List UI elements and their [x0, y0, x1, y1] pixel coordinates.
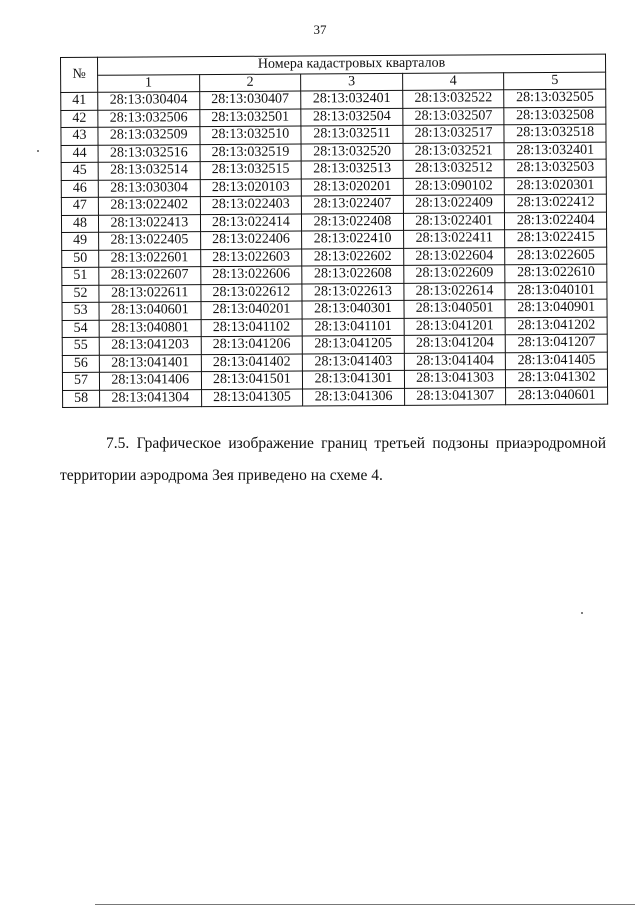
paragraph-line-1: 7.5. Графическое изображение границ третьей подзоны приаэродромной — [106, 435, 606, 452]
cadastral-quarter-cell: 28:13:020103 — [200, 179, 302, 197]
cadastral-quarter-cell: 28:13:040901 — [505, 299, 607, 317]
cadastral-quarter-cell: 28:13:022612 — [200, 284, 302, 302]
cadastral-quarter-cell: 28:13:022403 — [200, 196, 302, 214]
cadastral-quarter-cell: 28:13:030304 — [98, 179, 200, 197]
cadastral-quarter-cell: 28:13:020201 — [301, 178, 403, 196]
cadastral-quarter-cell: 28:13:032507 — [403, 107, 505, 125]
number-column-header: № — [61, 57, 98, 92]
cadastral-quarter-cell: 28:13:032401 — [504, 142, 606, 160]
cadastral-quarter-cell: 28:13:022602 — [302, 248, 404, 266]
row-number-cell: 53 — [62, 302, 99, 320]
cadastral-quarter-cell: 28:13:022607 — [99, 267, 201, 285]
row-number-cell: 57 — [62, 372, 99, 390]
cadastral-quarter-cell: 28:13:032501 — [199, 109, 301, 127]
cadastral-quarter-cell: 28:13:041302 — [506, 369, 608, 387]
cadastral-quarter-cell: 28:13:022611 — [99, 284, 201, 302]
cadastral-quarter-cell: 28:13:041403 — [303, 353, 405, 371]
cadastral-quarter-cell: 28:13:041102 — [201, 319, 303, 337]
cadastral-quarter-cell: 28:13:041201 — [404, 317, 506, 335]
cadastral-quarter-cell: 28:13:040501 — [404, 300, 506, 318]
cadastral-quarter-cell: 28:13:041402 — [201, 354, 303, 372]
table-row — [63, 387, 608, 408]
cadastral-quarter-cell: 28:13:022409 — [403, 195, 505, 213]
cadastral-quarter-cell: 28:13:030407 — [199, 91, 301, 109]
row-number-cell: 50 — [62, 250, 99, 268]
scan-edge-line — [95, 904, 635, 905]
cadastral-quarter-cell: 28:13:041404 — [404, 352, 506, 370]
cadastral-quarter-cell: 28:13:032505 — [504, 89, 606, 107]
cadastral-quarter-cell: 28:13:032506 — [98, 109, 200, 127]
cadastral-quarter-cell: 28:13:040301 — [302, 300, 404, 318]
cadastral-quarter-cell: 28:13:022614 — [404, 282, 506, 300]
cadastral-quarter-cell: 28:13:032519 — [200, 144, 302, 162]
column-header-4: 4 — [402, 72, 504, 90]
row-number-cell: 58 — [63, 390, 100, 408]
cadastral-quarter-cell: 28:13:022608 — [302, 265, 404, 283]
cadastral-quarter-cell: 28:13:032514 — [98, 162, 200, 180]
cadastral-quarter-cell: 28:13:022610 — [505, 264, 607, 282]
cadastral-quarter-cell: 28:13:032522 — [402, 90, 504, 108]
cadastral-quarter-cell: 28:13:032509 — [98, 127, 200, 145]
paragraph-7-5 — [60, 428, 606, 492]
cadastral-quarter-cell: 28:13:020301 — [505, 177, 607, 195]
cadastral-table-container — [60, 57, 606, 408]
cadastral-quarter-cell: 28:13:022613 — [302, 283, 404, 301]
cadastral-quarter-cell: 28:13:022401 — [403, 212, 505, 230]
cadastral-quarter-cell: 28:13:041207 — [506, 334, 608, 352]
cadastral-quarter-cell: 28:13:041301 — [303, 370, 405, 388]
cadastral-quarter-cell: 28:13:041305 — [201, 389, 303, 407]
cadastral-quarter-cell: 28:13:022605 — [505, 247, 607, 265]
cadastral-quarter-cell: 28:13:022415 — [505, 229, 607, 247]
cadastral-quarter-cell: 28:13:041406 — [99, 372, 201, 390]
cadastral-quarter-cell: 28:13:022405 — [99, 232, 201, 250]
cadastral-quarter-cell: 28:13:022404 — [505, 212, 607, 230]
row-number-cell: 49 — [62, 232, 99, 250]
paragraph-line-2: территории аэродрома Зея приведено на схеме 4. — [60, 467, 383, 484]
table-body — [61, 89, 608, 407]
cadastral-quarter-cell: 28:13:022604 — [403, 247, 505, 265]
cadastral-quarter-cell: 28:13:022609 — [404, 265, 506, 283]
row-number-cell: 46 — [61, 180, 98, 198]
cadastral-quarter-cell: 28:13:040201 — [201, 301, 303, 319]
cadastral-quarter-cell: 28:13:041307 — [404, 387, 506, 405]
row-number-cell: 55 — [62, 337, 99, 355]
cadastral-quarter-cell: 28:13:032518 — [504, 124, 606, 142]
cadastral-quarter-cell: 28:13:040101 — [505, 282, 607, 300]
cadastral-quarter-cell: 28:13:032516 — [98, 144, 200, 162]
cadastral-quarter-cell: 28:13:041205 — [302, 335, 404, 353]
cadastral-quarter-cell: 28:13:041501 — [201, 371, 303, 389]
cadastral-quarter-cell: 28:13:022601 — [99, 249, 201, 267]
cadastral-quarter-cell: 28:13:022410 — [302, 230, 404, 248]
row-number-cell: 51 — [62, 267, 99, 285]
cadastral-quarter-cell: 28:13:041304 — [100, 389, 202, 407]
cadastral-quarter-cell: 28:13:032520 — [301, 143, 403, 161]
cadastral-quarter-cell: 28:13:032401 — [301, 90, 403, 108]
cadastral-quarter-cell: 28:13:032515 — [200, 161, 302, 179]
cadastral-quarter-cell: 28:13:041303 — [404, 370, 506, 388]
cadastral-quarter-cell: 28:13:041401 — [99, 354, 201, 372]
row-number-cell: 52 — [62, 285, 99, 303]
cadastral-quarter-cell: 28:13:032503 — [505, 159, 607, 177]
cadastral-quarter-cell: 28:13:022407 — [302, 195, 404, 213]
cadastral-quarter-cell: 28:13:032521 — [403, 142, 505, 160]
column-header-5: 5 — [504, 72, 606, 90]
cadastral-quarter-cell: 28:13:032517 — [403, 125, 505, 143]
cadastral-quarter-cell: 28:13:022402 — [98, 197, 200, 215]
column-header-1: 1 — [98, 74, 200, 92]
row-number-cell: 48 — [61, 215, 98, 233]
cadastral-quarter-cell: 28:13:022408 — [302, 213, 404, 231]
scan-speck — [581, 612, 583, 614]
row-number-cell: 54 — [62, 320, 99, 338]
cadastral-quarter-cell: 28:13:041306 — [303, 388, 405, 406]
row-number-cell: 47 — [61, 197, 98, 215]
row-number-cell: 56 — [62, 355, 99, 373]
cadastral-quarter-cell: 28:13:040601 — [506, 387, 608, 405]
cadastral-quarter-cell: 28:13:041101 — [302, 318, 404, 336]
column-header-3: 3 — [301, 73, 403, 91]
row-number-cell: 45 — [61, 162, 98, 180]
cadastral-quarter-cell: 28:13:032504 — [301, 108, 403, 126]
cadastral-quarter-cell: 28:13:090102 — [403, 177, 505, 195]
cadastral-quarter-cell: 28:13:041204 — [404, 335, 506, 353]
row-number-cell: 42 — [61, 110, 98, 128]
cadastral-quarter-cell: 28:13:041405 — [506, 352, 608, 370]
cadastral-quarter-cell: 28:13:040801 — [99, 319, 201, 337]
cadastral-quarter-cell: 28:13:032510 — [200, 126, 302, 144]
cadastral-quarter-cell: 28:13:032513 — [301, 160, 403, 178]
table-header — [61, 54, 606, 92]
cadastral-quarter-cell: 28:13:041206 — [201, 336, 303, 354]
cadastral-quarter-cell: 28:13:022413 — [98, 214, 200, 232]
cadastral-quarter-cell: 28:13:041203 — [99, 337, 201, 355]
cadastral-quarter-cell: 28:13:032511 — [301, 125, 403, 143]
cadastral-quarter-cell: 28:13:032508 — [504, 107, 606, 125]
cadastral-quarter-cell: 28:13:030404 — [98, 92, 200, 110]
cadastral-quarter-cell: 28:13:022414 — [200, 214, 302, 232]
row-number-cell: 43 — [61, 127, 98, 145]
page-number: 37 — [313, 22, 327, 37]
cadastral-quarter-cell: 28:13:032512 — [403, 160, 505, 178]
scan-speck — [37, 150, 39, 152]
row-number-cell: 41 — [61, 92, 98, 110]
cadastral-quarter-cell: 28:13:022606 — [200, 266, 302, 284]
cadastral-quarters-group-header: Номера кадастровых кварталов — [98, 54, 606, 75]
column-header-2: 2 — [199, 74, 301, 92]
cadastral-quarter-cell: 28:13:022412 — [505, 194, 607, 212]
cadastral-quarters-table — [60, 54, 608, 408]
cadastral-quarter-cell: 28:13:041202 — [505, 317, 607, 335]
cadastral-quarter-cell: 28:13:022406 — [200, 231, 302, 249]
cadastral-quarter-cell: 28:13:022411 — [403, 230, 505, 248]
cadastral-quarter-cell: 28:13:040601 — [99, 302, 201, 320]
cadastral-quarter-cell: 28:13:022603 — [200, 249, 302, 267]
row-number-cell: 44 — [61, 145, 98, 163]
